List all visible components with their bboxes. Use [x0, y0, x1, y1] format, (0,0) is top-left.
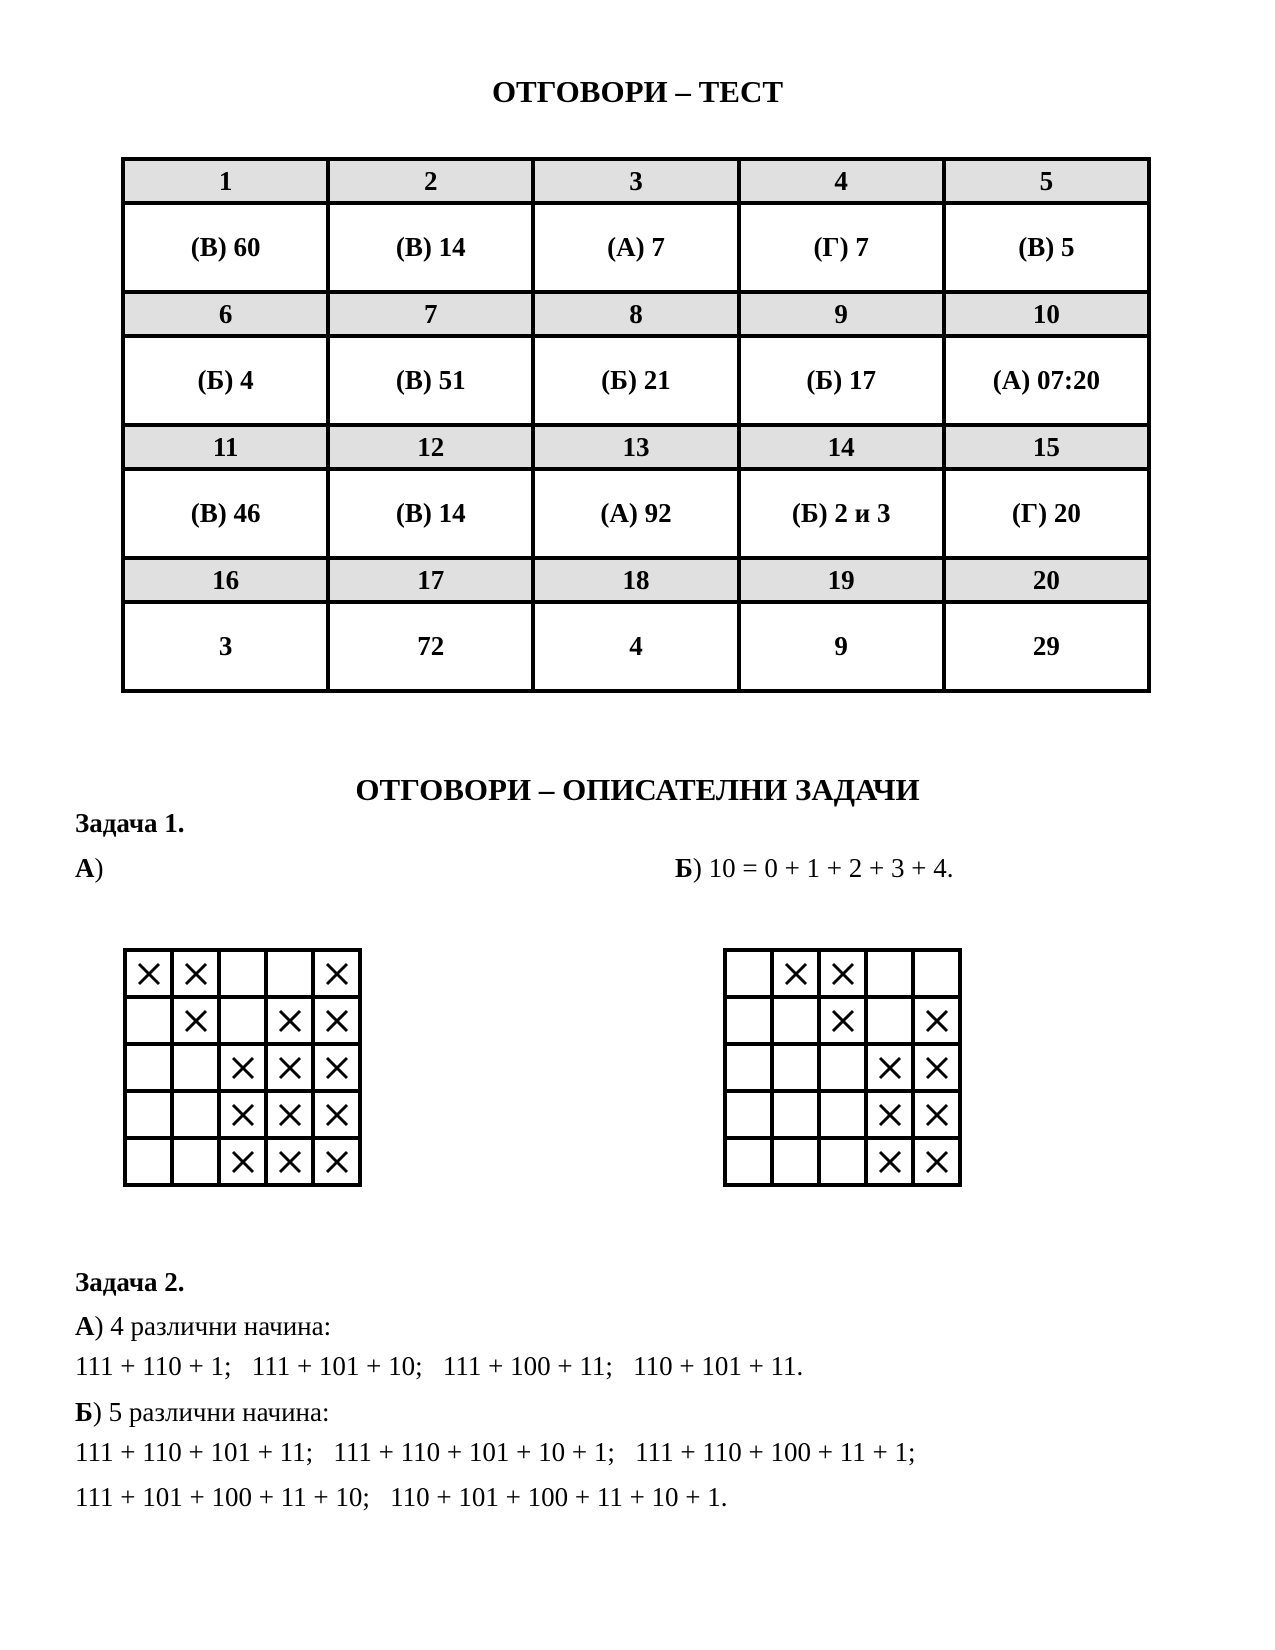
grid-cell-empty — [172, 1138, 219, 1185]
question-number: 14 — [739, 425, 944, 469]
cross-icon — [231, 1103, 255, 1127]
grid-cell-marked — [125, 950, 172, 997]
grid-cell-empty — [819, 1091, 866, 1138]
grid-cell-marked — [313, 1091, 360, 1138]
cross-icon — [278, 1056, 302, 1080]
answer-cell: (В) 46 — [123, 469, 328, 558]
answer-row — [123, 469, 1149, 558]
task2-part-b-letter: Б — [75, 1397, 93, 1427]
grid-row — [125, 997, 360, 1044]
grid-cell-empty — [266, 950, 313, 997]
answer-cell: 29 — [944, 602, 1149, 691]
question-number-row — [123, 159, 1149, 203]
task2-part-a-text: ) 4 различни начина: — [94, 1311, 332, 1341]
grid-row — [125, 950, 360, 997]
answer-cell: (Г) 20 — [944, 469, 1149, 558]
answer-row — [123, 336, 1149, 425]
question-number: 9 — [739, 292, 944, 336]
task1-grid-a — [123, 948, 362, 1187]
answer-cell: (Б) 21 — [533, 336, 738, 425]
cross-icon — [184, 1009, 208, 1033]
cross-icon — [925, 1150, 949, 1174]
cross-icon — [325, 962, 349, 986]
question-number: 6 — [123, 292, 328, 336]
cross-icon — [831, 962, 855, 986]
question-number: 16 — [123, 558, 328, 602]
task1-part-a-label — [75, 853, 104, 884]
task1-heading: Задача 1. — [75, 808, 185, 838]
grid-row — [125, 1138, 360, 1185]
grid-cell-empty — [172, 1044, 219, 1091]
grid-cell-marked — [266, 1138, 313, 1185]
grid-cell-empty — [125, 997, 172, 1044]
question-number: 10 — [944, 292, 1149, 336]
grid-cell-empty — [125, 1044, 172, 1091]
cross-icon — [184, 962, 208, 986]
question-number: 4 — [739, 159, 944, 203]
answer-cell: (Г) 7 — [739, 203, 944, 292]
cross-icon — [325, 1056, 349, 1080]
task1-part-b — [675, 853, 954, 884]
grid-cell-empty — [725, 1138, 772, 1185]
answer-row — [123, 203, 1149, 292]
question-number: 20 — [944, 558, 1149, 602]
question-number: 12 — [328, 425, 533, 469]
question-number: 8 — [533, 292, 738, 336]
answer-cell: (В) 5 — [944, 203, 1149, 292]
grid-cell-empty — [772, 997, 819, 1044]
answer-cell: (А) 92 — [533, 469, 738, 558]
grid-row — [125, 1044, 360, 1091]
task2-heading: Задача 2. — [75, 1267, 185, 1297]
answer-row — [123, 602, 1149, 691]
question-number-row — [123, 292, 1149, 336]
answer-cell: 9 — [739, 602, 944, 691]
question-number: 2 — [328, 159, 533, 203]
question-number: 13 — [533, 425, 738, 469]
grid-cell-marked — [313, 997, 360, 1044]
grid-cell-marked — [313, 950, 360, 997]
answer-cell: (Б) 4 — [123, 336, 328, 425]
cross-icon — [231, 1056, 255, 1080]
test-answers-table — [121, 157, 1151, 693]
grid-cell-marked — [219, 1044, 266, 1091]
grid-cell-marked — [913, 1138, 960, 1185]
question-number-row — [123, 425, 1149, 469]
grid-cell-empty — [125, 1091, 172, 1138]
task2-part-a-letter: А — [75, 1311, 95, 1341]
question-number: 7 — [328, 292, 533, 336]
question-number: 3 — [533, 159, 738, 203]
part-b-letter: Б — [675, 853, 693, 883]
question-number: 19 — [739, 558, 944, 602]
grid-cell-marked — [819, 950, 866, 997]
grid-cell-marked — [772, 950, 819, 997]
grid-row — [725, 1091, 960, 1138]
grid-row — [725, 997, 960, 1044]
grid-cell-marked — [866, 1091, 913, 1138]
grid-row — [125, 1091, 360, 1138]
question-number: 1 — [123, 159, 328, 203]
cross-icon — [925, 1103, 949, 1127]
grid-cell-empty — [772, 1044, 819, 1091]
grid-cell-marked — [913, 1091, 960, 1138]
cross-icon — [831, 1009, 855, 1033]
grid-cell-empty — [219, 950, 266, 997]
grid-cell-marked — [266, 1044, 313, 1091]
answer-cell: (Б) 17 — [739, 336, 944, 425]
answer-cell: (Б) 2 и 3 — [739, 469, 944, 558]
answer-cell: 4 — [533, 602, 738, 691]
question-number: 17 — [328, 558, 533, 602]
grid-row — [725, 950, 960, 997]
grid-cell-marked — [313, 1138, 360, 1185]
grid-cell-empty — [819, 1138, 866, 1185]
part-a-paren: ) — [94, 853, 104, 883]
grid-row — [725, 1044, 960, 1091]
answer-cell: 72 — [328, 602, 533, 691]
grid-cell-empty — [219, 997, 266, 1044]
answer-cell: (В) 51 — [328, 336, 533, 425]
task2-part-b — [75, 1397, 329, 1428]
cross-icon — [784, 962, 808, 986]
cross-icon — [878, 1103, 902, 1127]
grid-cell-empty — [172, 1091, 219, 1138]
grid-cell-marked — [266, 1091, 313, 1138]
grid-cell-marked — [866, 1044, 913, 1091]
descriptive-tasks-title: ОТГОВОРИ – ОПИСАТЕЛНИ ЗАДАЧИ — [355, 772, 920, 807]
task2-part-b-solutions-line2: 111 + 101 + 100 + 11 + 10; 110 + 101 + 100 + 11 + 10 + 1. — [75, 1482, 728, 1512]
cross-icon — [878, 1056, 902, 1080]
grid-cell-empty — [866, 997, 913, 1044]
grid-cell-empty — [772, 1091, 819, 1138]
answer-cell: (В) 60 — [123, 203, 328, 292]
cross-icon — [278, 1103, 302, 1127]
grid-row — [725, 1138, 960, 1185]
part-b-text: ) 10 = 0 + 1 + 2 + 3 + 4. — [692, 853, 954, 883]
part-a-letter: А — [75, 853, 95, 883]
test-answers-title: ОТГОВОРИ – ТЕСТ — [491, 74, 784, 109]
cross-icon — [878, 1150, 902, 1174]
cross-icon — [325, 1103, 349, 1127]
grid-cell-empty — [866, 950, 913, 997]
grid-cell-marked — [266, 997, 313, 1044]
answer-cell: (В) 14 — [328, 469, 533, 558]
grid-cell-empty — [125, 1138, 172, 1185]
cross-icon — [325, 1150, 349, 1174]
task2-part-a — [75, 1311, 331, 1342]
cross-icon — [325, 1009, 349, 1033]
cross-icon — [278, 1009, 302, 1033]
question-number: 15 — [944, 425, 1149, 469]
grid-cell-marked — [172, 950, 219, 997]
grid-cell-marked — [313, 1044, 360, 1091]
question-number: 5 — [944, 159, 1149, 203]
grid-cell-marked — [866, 1138, 913, 1185]
grid-cell-empty — [725, 997, 772, 1044]
cross-icon — [137, 962, 161, 986]
grid-cell-empty — [913, 950, 960, 997]
grid-cell-empty — [725, 1091, 772, 1138]
grid-cell-empty — [772, 1138, 819, 1185]
cross-icon — [925, 1009, 949, 1033]
answer-cell: 3 — [123, 602, 328, 691]
cross-icon — [231, 1150, 255, 1174]
grid-cell-marked — [913, 997, 960, 1044]
answer-cell: (В) 14 — [328, 203, 533, 292]
answer-cell: (А) 7 — [533, 203, 738, 292]
task1-grid-b — [723, 948, 962, 1187]
question-number: 11 — [123, 425, 328, 469]
grid-cell-marked — [172, 997, 219, 1044]
answer-cell: (А) 07:20 — [944, 336, 1149, 425]
cross-icon — [925, 1056, 949, 1080]
grid-cell-marked — [219, 1091, 266, 1138]
grid-cell-empty — [819, 1044, 866, 1091]
grid-cell-marked — [219, 1138, 266, 1185]
task2-part-b-solutions-line1: 111 + 110 + 101 + 11; 111 + 110 + 101 + 10 + 1; 111 + 110 + 100 + 11 + 1; — [75, 1437, 916, 1467]
question-number: 18 — [533, 558, 738, 602]
grid-cell-marked — [819, 997, 866, 1044]
question-number-row — [123, 558, 1149, 602]
grid-cell-marked — [913, 1044, 960, 1091]
task2-part-b-text: ) 5 различни начина: — [92, 1397, 330, 1427]
grid-cell-empty — [725, 1044, 772, 1091]
cross-icon — [278, 1150, 302, 1174]
task2-part-a-solutions: 111 + 110 + 1; 111 + 101 + 10; 111 + 100 + 11; 110 + 101 + 11. — [75, 1351, 804, 1381]
grid-cell-empty — [725, 950, 772, 997]
